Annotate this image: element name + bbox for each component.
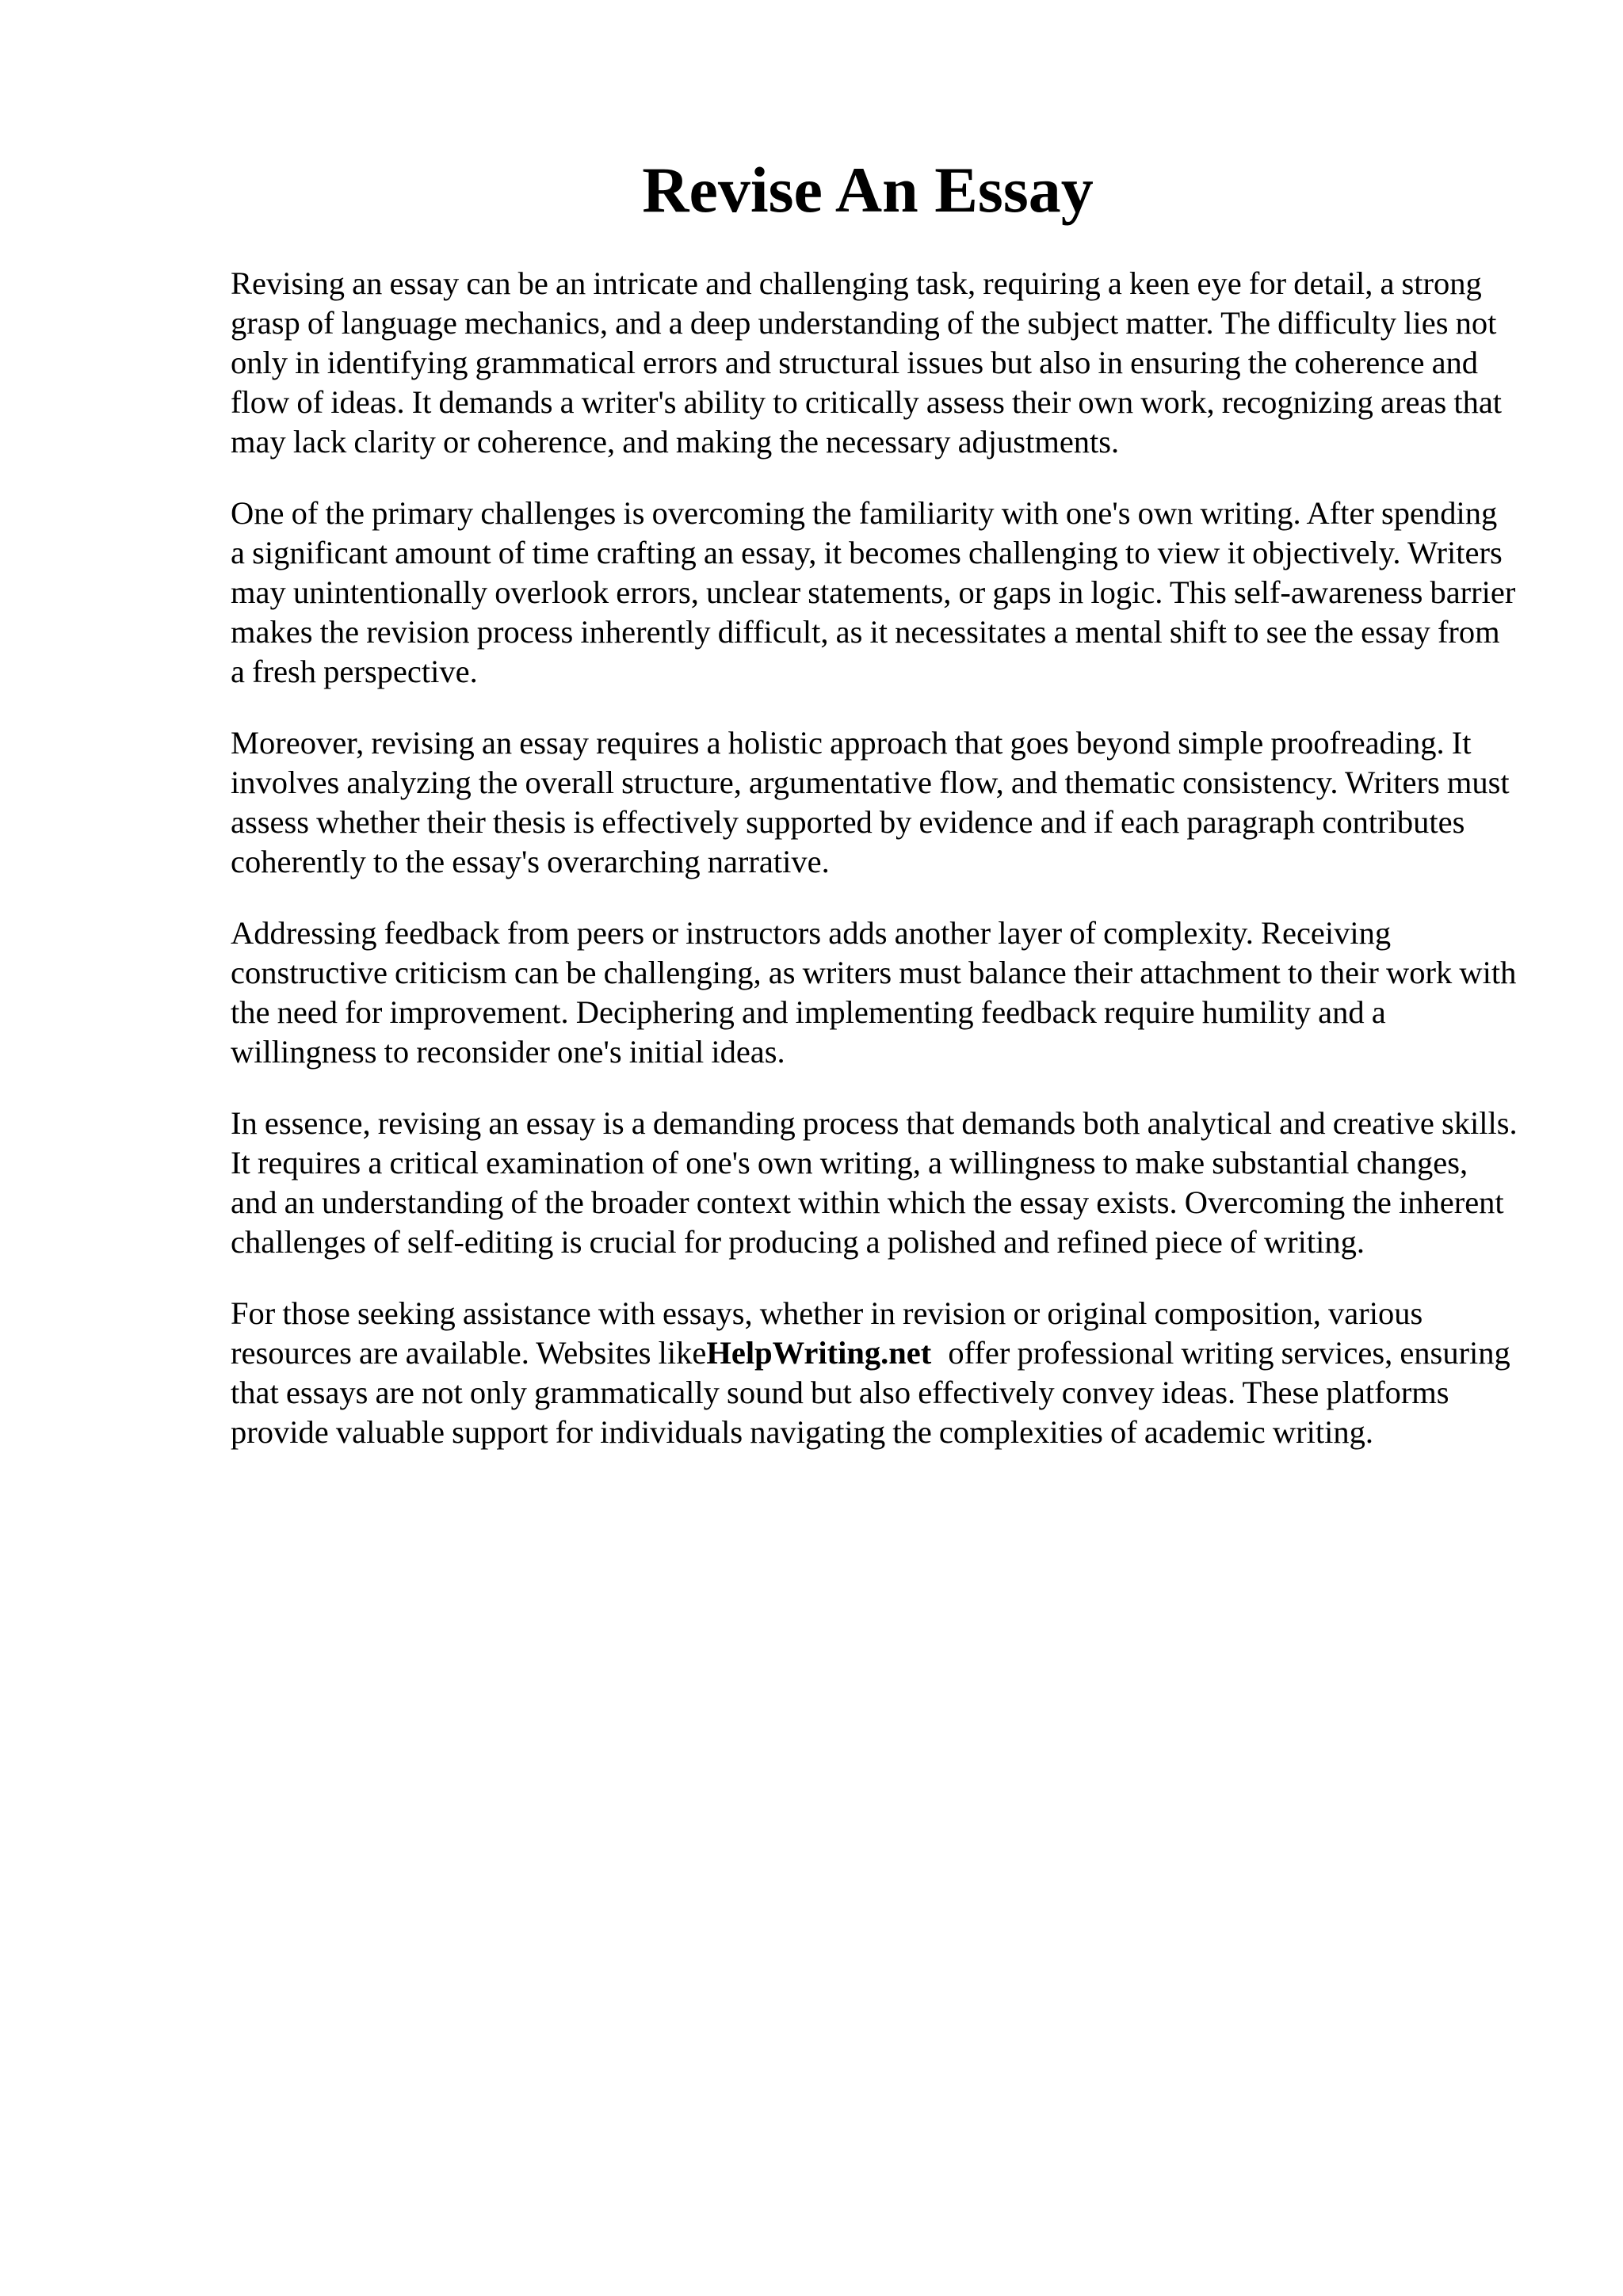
document-body: [231, 264, 1518, 1452]
document-title: Revise An Essay: [642, 154, 1094, 226]
paragraph-1: Revising an essay can be an intricate and challenging task, requiring a keen eye for detail, a strong grasp of language mechanics, and a deep understanding of the subject matter. The difficulty lies not only in identifying grammatical errors and structural issues but also in ensuring the coherence and flow of ideas. It demands a writer's ability to critically assess their own work, recognizing areas that may lack clarity or coherence, and making the necessary adjustments.: [231, 265, 1503, 460]
paragraph-5: In essence, revising an essay is a demanding process that demands both analytical and creative skills. It requires a critical examination of one's own writing, a willingness to make substantial changes, and an understanding of the broader context within which the essay exists. Overcoming the inherent challenges of self-editing is crucial for producing a polished and refined piece of writing.: [231, 1105, 1518, 1260]
paragraph-6-outro-text: offer professional writing services, ensuring that essays are not only grammatically sound but also effectively convey ideas. These platforms provide valuable support for individuals navigating the complexities of academic writing.: [231, 1335, 1510, 1450]
paragraph-6: [231, 1294, 1518, 1452]
paragraph-2: One of the primary challenges is overcoming the familiarity with one's own writing. After spending a significant amount of time crafting an essay, it becomes challenging to view it objectively. Writers may unintentionally overlook errors, unclear statements, or gaps in logic. This self-awareness barrier makes the revision process inherently difficult, as it necessitates a mental shift to see the essay from a fresh perspective.: [231, 495, 1516, 689]
paragraph-4: Addressing feedback from peers or instructors adds another layer of complexity. Receiving constructive criticism can be challenging, as writers must balance their attachment to their work with the need for improvement. Deciphering and implementing feedback require humility and a willingness to reconsider one's initial ideas.: [231, 915, 1517, 1070]
paragraph-3: Moreover, revising an essay requires a holistic approach that goes beyond simple proofreading. It involves analyzing the overall structure, argumentative flow, and thematic consistency. Writers must assess whether their thesis is effectively supported by evidence and if each paragraph contributes coherently to the essay's overarching narrative.: [231, 725, 1510, 879]
paragraph-6-intro-text: For those seeking assistance with essays, whether in revision or original composition, various resources are available. Websites like: [231, 1295, 1423, 1371]
helpwriting-link[interactable]: HelpWriting.net: [706, 1335, 932, 1371]
